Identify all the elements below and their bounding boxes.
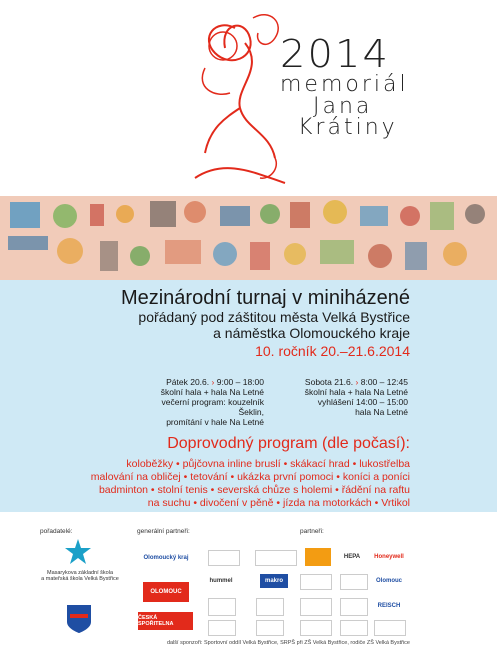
subtitle-line-2: a náměstka Olomouckého kraje: [213, 325, 410, 341]
ceska-sporitelna-logo: ČESKÁ SPOŘITELNA: [138, 612, 193, 630]
partner-logo: [208, 550, 240, 566]
school-name: [20, 570, 140, 582]
partner-logo: [374, 620, 406, 636]
school-name-line-1: Masarykova základní škola: [46, 570, 114, 576]
partner-logo: [208, 598, 236, 616]
friday-line-3: promítání v hale Na Letné: [166, 417, 264, 427]
olomouc-logo: OLOMOUC: [143, 582, 189, 602]
partner-logo: [255, 550, 297, 566]
honeywell-logo: Honeywell: [374, 554, 404, 560]
hummel-logo: hummel: [209, 578, 233, 584]
partner-logo: [300, 598, 332, 616]
school-star-logo: [64, 538, 92, 566]
friday-line-1: školní hala + hala Na Letné: [160, 387, 264, 397]
arrow-icon: ›: [355, 377, 359, 387]
partner-logo: [256, 598, 284, 616]
saturday-line-2: vyhlášení 14:00 – 15:00: [317, 397, 408, 407]
memorial-line-3: Krátiny: [298, 115, 398, 140]
partner-logo: [300, 574, 332, 590]
partner-logo: [340, 574, 368, 590]
saturday-time: 8:00 – 12:45: [360, 377, 408, 387]
general-partners-label: generální partneři:: [137, 528, 190, 535]
partner-logo: [208, 620, 236, 636]
saturday-line-3: hala Na Letné: [355, 407, 408, 417]
hepa-logo: HEPA: [343, 554, 361, 560]
partner-logo: [340, 598, 368, 616]
olomoucky-kraj-logo: Olomoucký kraj: [143, 555, 189, 561]
friday-day: Pátek 20.6.: [166, 377, 210, 387]
arrow-icon: ›: [211, 377, 215, 387]
partner-logo: [256, 620, 284, 636]
edition-dates: 10. ročník 20.–21.6.2014: [255, 343, 410, 359]
sponsors-section: [0, 512, 497, 650]
memorial-line-1: memoriál: [280, 72, 409, 97]
partner-logo: [305, 548, 331, 566]
friday-line-2: večerní program: kouzelník Šeklin,: [161, 397, 264, 417]
partner-logo: [340, 620, 368, 636]
saturday-day: Sobota 21.6.: [304, 377, 354, 387]
schedule-saturday: [268, 377, 408, 417]
subtitle-line-1: pořádaný pod záštitou města Velká Bystřice: [138, 309, 410, 325]
hero-section: [0, 0, 497, 196]
footnote: další sponzoři: Sportovní oddíl Velká Bystřice, SRPŠ při ZŠ Velká Bystřice, rodiče ZŠ Velká Bystřice: [166, 640, 410, 646]
partner-logo: [300, 620, 332, 636]
partners-label: partneři:: [300, 528, 324, 535]
friday-time: 9:00 – 18:00: [216, 377, 264, 387]
program-line-3: badminton • stolní tenis • severská chůze s holemi • řádění na raftu: [98, 484, 410, 496]
program-line-4: na suchu • divočení v pěně • jízda na motorkách • Vrtikol: [147, 497, 410, 509]
reisch-logo: REISCH: [377, 603, 401, 609]
program-title: Doprovodný program (dle počasí):: [167, 435, 410, 452]
program-line-1: koloběžky • půjčovna inline bruslí • skákací hrad • lukostřelba: [126, 458, 410, 470]
saturday-line-1: školní hala + hala Na Letné: [304, 387, 408, 397]
makro-logo: makro: [260, 574, 288, 588]
drawings-illustration: [0, 196, 497, 280]
program-line-2: malování na obličej • tetování • ukázka první pomoci • koníci a poníci: [90, 471, 410, 483]
schedule-friday: [140, 377, 264, 427]
organizers-label: pořadatelé:: [40, 528, 73, 535]
olomouc-partner-logo: Olomouc: [375, 578, 402, 584]
school-name-line-2: a mateřská škola Velká Bystřice: [41, 576, 119, 582]
childrens-drawings-band: [0, 196, 497, 280]
handball-player-logo: [175, 8, 295, 193]
year-title: 2014: [280, 32, 390, 76]
memorial-line-2: Jana: [313, 94, 373, 119]
club-crest-logo: [66, 604, 92, 634]
headline: Mezinárodní turnaj v miniházené: [120, 287, 410, 309]
